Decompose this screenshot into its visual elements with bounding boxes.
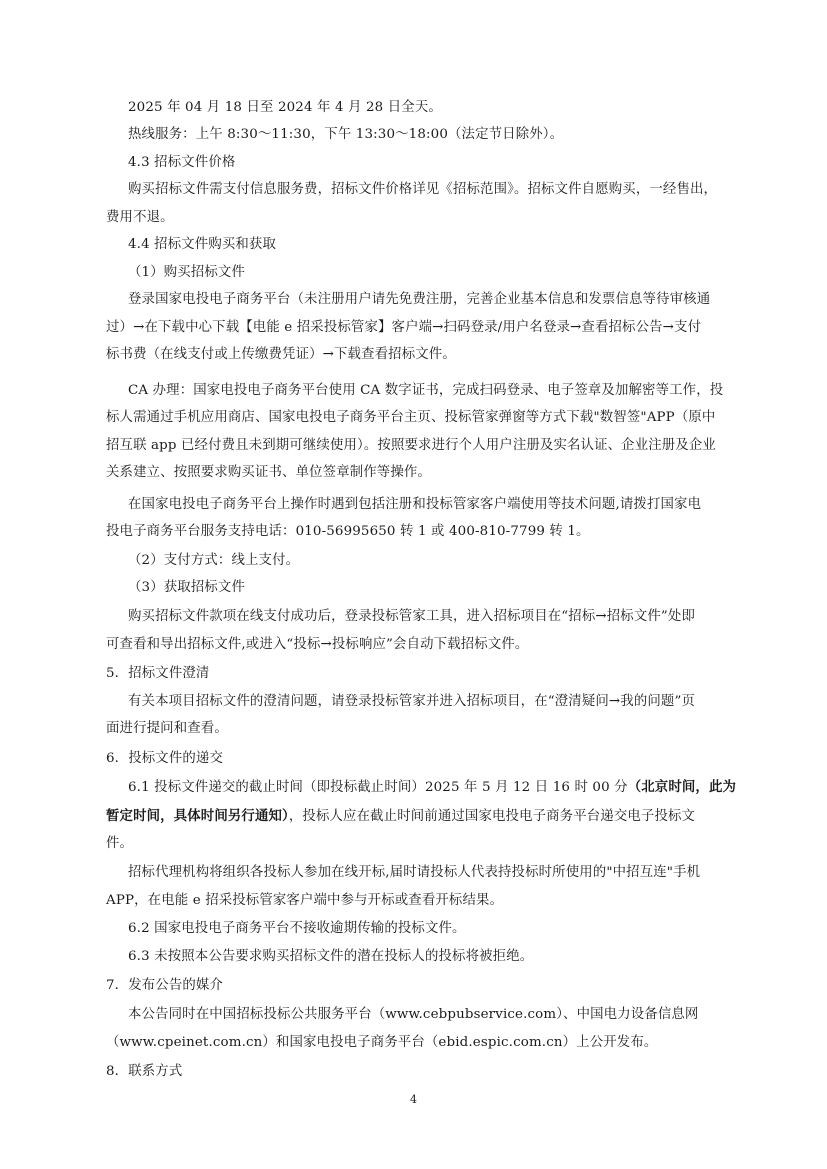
text-line: 关系建立、按照要求购买证书、单位签章制作等操作。 [106,465,431,480]
text-line: 标人需通过手机应用商店、国家电投电子商务平台主页、投标管家弹窗等方式下载"数智签"APP（原中 [106,410,716,425]
text-line: 本公告同时在中国招标投标公共服务平台（www.cebpubservice.com）、中国电力设备信息网 [128,1007,699,1022]
text-line: 登录国家电投电子商务平台（未注册用户请先免费注册，完善企业基本信息和发票信息等待审核通 [128,292,711,307]
text-line: 热线服务：上午 8:30～11:30，下午 13:30～18:00（法定节日除外）。 [128,127,564,142]
text-line: 件。 [106,836,134,851]
bold-text-run: 暂定时间，具体时间另行通知） [106,808,289,824]
section-heading: 4.3 招标文件价格 [128,155,236,170]
text-line: 标书费（在线支付或上传缴费凭证）→下载查看招标文件。 [106,347,456,362]
text-line: 招互联 app 已经付费且未到期可继续使用）。按照要求进行个人用户注册及实名认证、企业注册及企业 [106,438,716,453]
section-heading: 4.4 招标文件购买和获取 [128,237,277,252]
text-line: 费用不退。 [106,210,174,225]
section-heading: 5．招标文件澄清 [106,666,210,681]
text-line: 面进行提问和查看。 [106,721,228,736]
subsection-heading: （1）购买招标文件 [128,265,245,280]
text-line: CA 办理：国家电投电子商务平台使用 CA 数字证书，完成扫码登录、电子签章及加解密等工作，投 [128,383,724,398]
bold-text-run: （北京时间，此为 [627,779,737,795]
section-heading: 7．发布公告的媒介 [106,978,223,993]
text-run: ，投标人应在截止时间前通过国家电投电子商务平台递交电子投标文 [288,809,696,824]
text-line: （www.cpeinet.com.cn）和国家电投电子商务平台（ebid.espic.com.cn）上公开发布。 [106,1035,658,1050]
text-run: 6.1 投标文件递交的截止时间（即投标截止时间）2025 年 5 月 12 日 16 时 00 分 [128,780,628,795]
text-line: 2025 年 04 月 18 日至 2024 年 4 月 28 日全天。 [128,100,442,115]
subsection-heading: （2）支付方式：线上支付。 [128,553,300,568]
text-line: 可查看和导出招标文件,或进入“投标→投标响应”会自动下载招标文件。 [106,637,529,652]
text-line: 购买招标文件需支付信息服务费，招标文件价格详见《招标范围》。招标文件自愿购买，一经售出， [128,182,718,197]
text-line: 投电子商务平台服务支持电话：010-56995650 转 1 或 400-810-7799 转 1。 [106,524,590,539]
text-line: 购买招标文件款项在线支付成功后，登录投标管家工具，进入招标项目在“招标→招标文件”处即 [128,609,695,624]
text-line: 6.3 未按照本公告要求购买招标文件的潜在投标人的投标将被拒绝。 [128,949,534,964]
section-heading: 8．联系方式 [106,1064,183,1079]
page-number: 4 [410,1093,417,1106]
text-line [128,777,736,798]
text-line: 过）→在下载中心下载【电能 e 招采投标管家】客户端→扫码登录/用户名登录→查看招标公告→支付 [106,320,702,335]
text-line: APP，在电能 e 招采投标管家客户端中参与开标或查看开标结果。 [106,893,504,908]
text-line: 6.2 国家电投电子商务平台不接收逾期传输的投标文件。 [128,921,466,936]
text-line: 在国家电投电子商务平台上操作时遇到包括注册和投标管家客户端使用等技术问题,请拨打国家电 [128,497,702,512]
text-line: 招标代理机构将组织各投标人参加在线开标,届时请投标人代表持投标时所使用的"中招互连"手机 [128,865,701,880]
text-line [106,806,695,827]
subsection-heading: （3）获取招标文件 [128,580,245,595]
text-line: 有关本项目招标文件的澄清问题，请登录投标管家并进入招标项目，在“澄清疑问→我的问题”页 [128,694,695,709]
section-heading: 6．投标文件的递交 [106,751,223,766]
